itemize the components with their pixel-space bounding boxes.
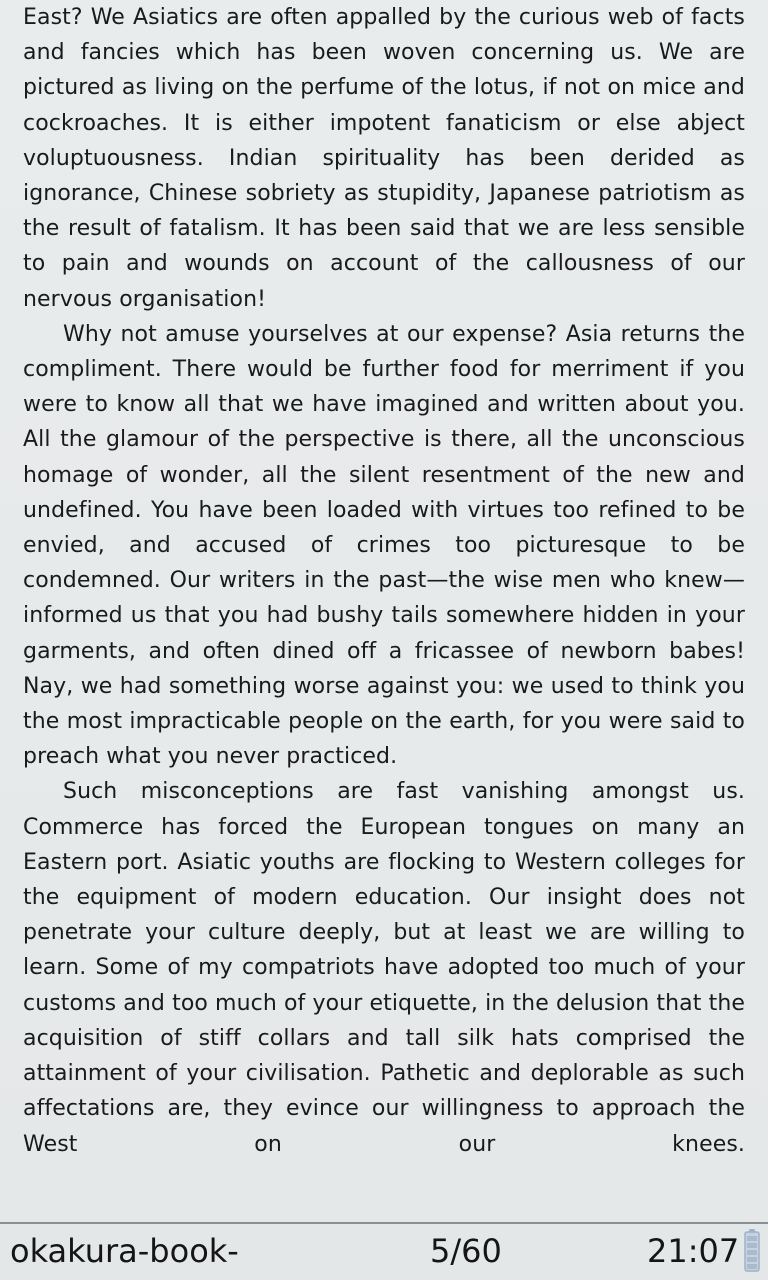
paragraph-2: Why not amuse yourselves at our expense? Asia returns the compliment. There would be further food for merriment if you were to know all that we have imagined and written about you. All the glamour of the perspective is there, all the unconscious homage of wonder, all the silent resentment of the new and undefined. You have been loaded with virtues too refined to be envied, and accused of crimes too picturesque to be condemned. Our writers in the past—the wise men who knew—informed us that you had bushy tails somewhere hidden in your garments, and often dined off a fricassee of newborn babes! Nay, we had something worse against you: we used to think you the most impracticable people on the earth, for you were said to preach what you never practiced. <box>23 321 745 770</box>
book-text <box>23 0 745 1162</box>
page-indicator: 5/60 <box>430 1232 502 1270</box>
reader-status-bar <box>0 1224 768 1280</box>
book-title: okakura-book- <box>10 1232 239 1270</box>
battery-icon <box>743 1229 761 1273</box>
clock-time: 21:07 <box>647 1232 740 1270</box>
paragraph-1: East? We Asiatics are often appalled by the curious web of facts and fancies which has been woven concerning us. We are pictured as living on the perfume of the lotus, if not on mice and cockroaches. It is either impotent fanaticism or else abject voluptuousness. Indian spirituality has been derided as ignorance, Chinese sobriety as stupidity, Japanese patriotism as the result of fatalism. It has been said that we are less sensible to pain and wounds on account of the callousness of our nervous organisation! <box>23 5 745 312</box>
paragraph-3: Such misconceptions are fast vanishing amongst us. Commerce has forced the European tongues on many an Eastern port. Asiatic youths are flocking to Western colleges for the equipment of modern education. Our insight does not penetrate your culture deeply, but at least we are willing to learn. Some of my compatriots have adopted too much of your customs and too much of your etiquette, in the delusion that the acquisition of stiff collars and tall silk hats comprised the attainment of your civilisation. Pathetic and deplorable as such affectations are, they evince our willingness to approach the West on our knees. <box>23 779 745 1157</box>
